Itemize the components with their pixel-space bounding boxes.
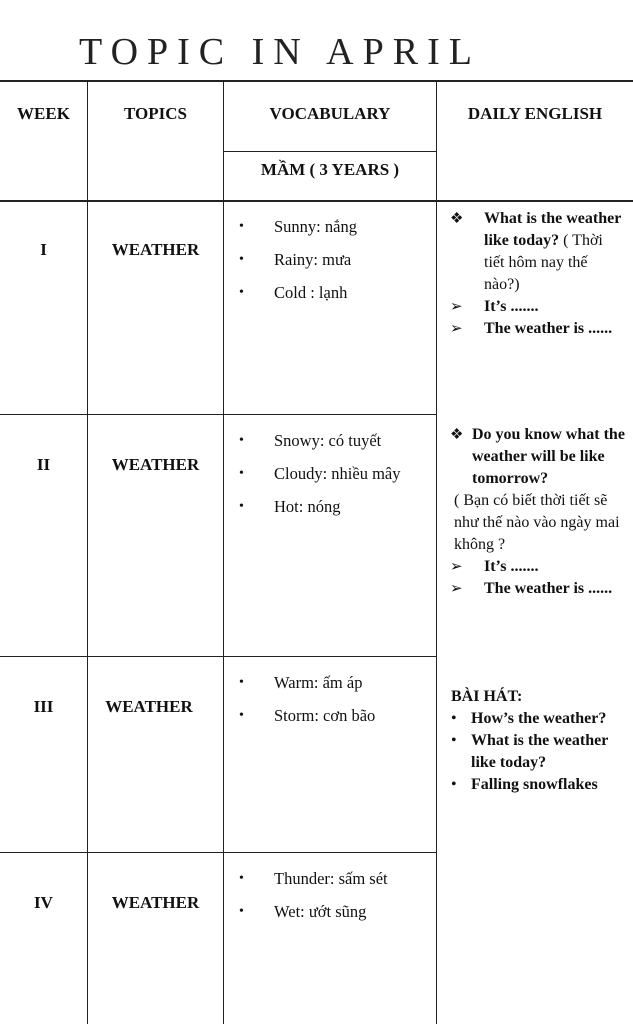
header-daily-english: DAILY ENGLISH <box>467 104 603 123</box>
arrow-bullet-icon: ➢ <box>450 581 463 597</box>
daily-answer: It’s ....... <box>484 298 539 315</box>
daily-question-translation: ( Bạn có biết thời tiết sẽ như thế nào vào ngày mai không ? <box>454 492 620 553</box>
list-item: • Warm: ấm áp <box>224 672 436 705</box>
header-week: WEEK <box>17 104 70 123</box>
topic-label: WEATHER <box>111 240 200 259</box>
daily-question-translation: ( Thời tiết hôm nay thế nào?) <box>484 232 603 293</box>
list-item: • Thunder: sấm sét <box>224 868 436 901</box>
list-item: • Storm: cơn bão <box>224 705 436 738</box>
song-heading: BÀI HÁT: <box>451 688 523 705</box>
song-item: • What is the weather like today? <box>451 730 629 774</box>
topic-label: WEATHER <box>105 697 193 716</box>
header-vocabulary: VOCABULARY <box>269 104 391 123</box>
arrow-bullet-icon: ➢ <box>450 299 463 315</box>
song-item: • Falling snowflakes <box>451 774 629 796</box>
week-number: II <box>36 455 51 474</box>
daily-answer: It’s ....... <box>484 558 539 575</box>
vocab-list <box>224 868 436 934</box>
list-item: • Cloudy: nhiều mây <box>224 463 436 496</box>
diamond-bullet-icon: ❖ <box>450 211 464 227</box>
topic-label: WEATHER <box>111 455 200 474</box>
daily-question: What is the weather like today? <box>484 210 622 249</box>
list-item: • Rainy: mưa <box>224 249 436 282</box>
song-item: • How’s the weather? <box>451 708 629 730</box>
vocab-list <box>224 216 436 315</box>
daily-question: Do you know what the weather will be like tomorrow? <box>472 426 625 487</box>
list-item: • Sunny: nắng <box>224 216 436 249</box>
list-item: • Hot: nóng <box>224 496 436 529</box>
topic-label: WEATHER <box>111 893 200 912</box>
vocab-list <box>224 430 436 529</box>
list-item: • Cold : lạnh <box>224 282 436 315</box>
vocab-list <box>224 672 436 738</box>
daily-english-block-2 <box>450 424 630 600</box>
week-number: I <box>40 240 47 259</box>
diamond-bullet-icon: ❖ <box>450 427 464 443</box>
daily-english-block-1 <box>450 208 626 340</box>
header-topics: TOPICS <box>124 104 187 123</box>
arrow-bullet-icon: ➢ <box>450 559 463 575</box>
week-number: IV <box>34 893 53 912</box>
header-level: MẦM ( 3 YEARS ) <box>260 160 400 179</box>
arrow-bullet-icon: ➢ <box>450 321 463 337</box>
daily-answer: The weather is ...... <box>484 320 613 337</box>
week-number: III <box>33 697 54 716</box>
song-block <box>451 686 629 796</box>
page-title: TOPIC IN APRIL <box>79 31 481 73</box>
daily-answer: The weather is ...... <box>484 580 613 597</box>
list-item: • Wet: ướt sũng <box>224 901 436 934</box>
list-item: • Snowy: có tuyết <box>224 430 436 463</box>
